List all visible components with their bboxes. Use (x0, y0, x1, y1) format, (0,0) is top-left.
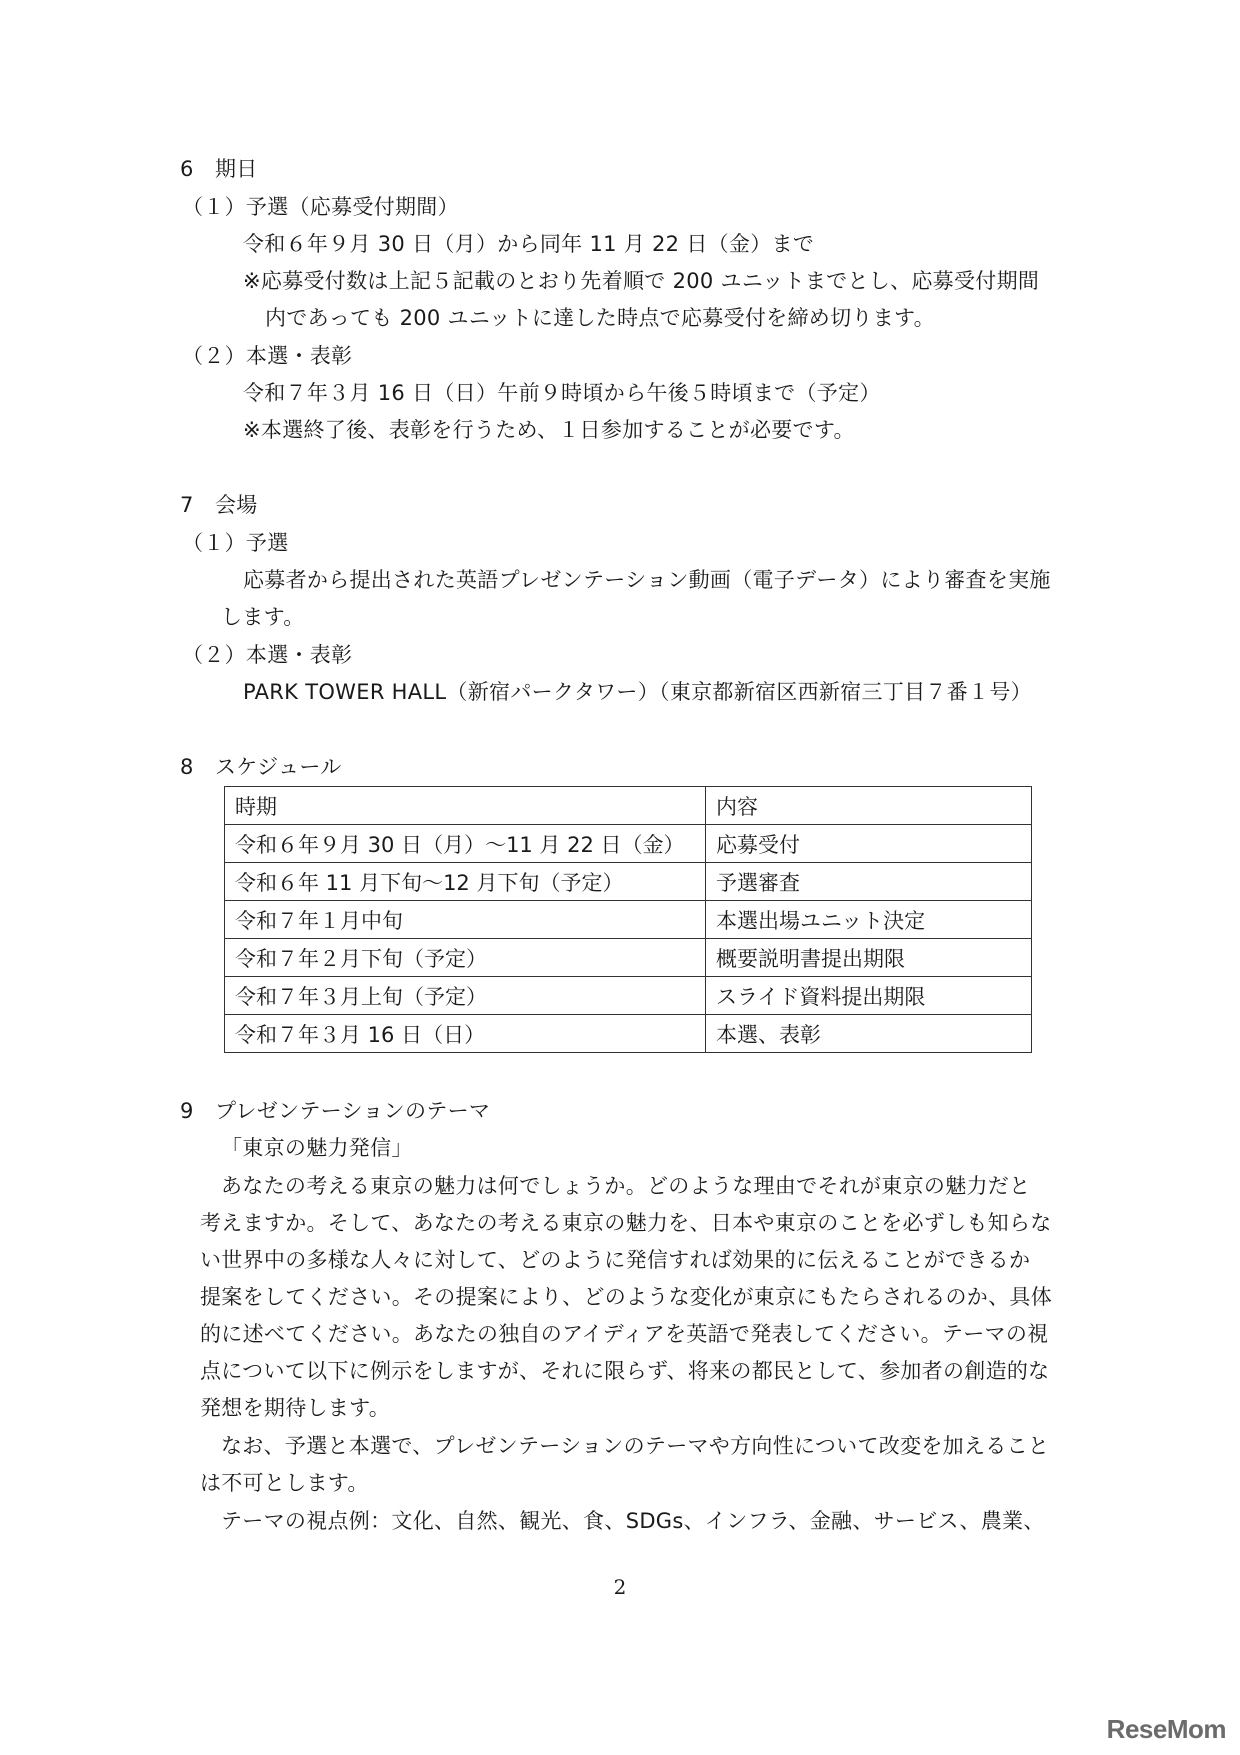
table-cell-content: 概要説明書提出期限 (706, 939, 1032, 977)
table-cell-content: スライド資料提出期限 (706, 977, 1032, 1015)
section-9-p1-line3: い世界中の多様な人々に対して、どのように発信すれば効果的に伝えることができるか (200, 1248, 1031, 1272)
table-cell-period: 令和７年３月 16 日（日） (225, 1015, 706, 1053)
section-9-p1-line5: 的に述べてください。あなたの独自のアイディアを英語で発表してください。テーマの視 (200, 1322, 1049, 1346)
table-header-row (225, 787, 1032, 825)
section-7-heading: 7 会場 (180, 493, 258, 517)
table-cell-period: 令和６年９月 30 日（月）～11 月 22 日（金） (225, 825, 706, 863)
section-9-p1-line2: 考えますか。そして、あなたの考える東京の魅力を、日本や東京のことを必ずしも知らな (200, 1211, 1052, 1235)
table-cell-content: 応募受付 (706, 825, 1032, 863)
table-row (225, 977, 1032, 1015)
section-6-sub2-note: ※本選終了後、表彰を行うため、１日参加することが必要です。 (243, 418, 855, 442)
table-cell-content: 予選審査 (706, 863, 1032, 901)
section-6-sub1-note-line1: ※応募受付数は上記５記載のとおり先着順で 200 ユニットまでとし、応募受付期間 (243, 269, 1040, 293)
table-cell-content: 本選出場ユニット決定 (706, 901, 1032, 939)
table-cell-period: 令和７年１月中旬 (225, 901, 706, 939)
section-6-heading: 6 期日 (180, 157, 258, 181)
table-header-cell: 内容 (706, 787, 1032, 825)
table-header-cell: 時期 (225, 787, 706, 825)
page-number: 2 (613, 1575, 627, 1599)
table-cell-period: 令和６年 11 月下旬～12 月下旬（予定） (225, 863, 706, 901)
section-9-p1-line1: あなたの考える東京の魅力は何でしょうか。どのような理由でそれが東京の魅力だと (221, 1174, 1031, 1198)
table-cell-period: 令和７年２月下旬（予定） (225, 939, 706, 977)
table-row (225, 939, 1032, 977)
section-9-p1-line7: 発想を期待します。 (200, 1396, 391, 1420)
table-row (225, 825, 1032, 863)
section-7-sub2-label: （２）本選・表彰 (182, 643, 353, 667)
section-9-theme: 「東京の魅力発信」 (221, 1136, 413, 1160)
section-7-sub1-text-line2: します。 (221, 605, 305, 629)
table-cell-period: 令和７年３月上旬（予定） (225, 977, 706, 1015)
section-9-p2-line1: なお、予選と本選で、プレゼンテーションのテーマや方向性について改変を加えること (221, 1434, 1050, 1458)
section-6-sub2-date: 令和７年３月 16 日（日）午前９時頃から午後５時頃まで（予定） (243, 381, 881, 405)
section-7-sub1-label: （１）予選 (182, 531, 289, 555)
section-9-p3: テーマの視点例：文化、自然、観光、食、SDGs、インフラ、金融、サービス、農業、 (221, 1509, 1045, 1533)
table-row (225, 901, 1032, 939)
section-6-sub1-date: 令和６年９月 30 日（月）から同年 11 月 22 日（金）まで (243, 232, 815, 256)
table-row (225, 1015, 1032, 1053)
section-9-heading: 9 プレゼンテーションのテーマ (180, 1099, 491, 1123)
section-6-sub2-label: （２）本選・表彰 (182, 344, 353, 368)
section-9-p1-line4: 提案をしてください。その提案により、どのような変化が東京にもたらされるのか、具体 (200, 1285, 1052, 1309)
section-7-sub1-text-line1: 応募者から提出された英語プレゼンテーション動画（電子データ）により審査を実施 (243, 568, 1051, 592)
section-8-heading: 8 スケジュール (180, 755, 342, 779)
section-6-sub1-note-line2: 内であっても 200 ユニットに達した時点で応募受付を締め切ります。 (265, 306, 935, 330)
section-9-p1-line6: 点について以下に例示をしますが、それに限らず、将来の都民として、参加者の創造的な (200, 1359, 1050, 1383)
schedule-table (224, 786, 1032, 1053)
resemom-logo: ReseMom (1106, 1714, 1226, 1744)
section-6-sub1-label: （１）予選（応募受付期間） (182, 195, 459, 219)
section-7-sub2-venue: PARK TOWER HALL（新宿パークタワー）（東京都新宿区西新宿三丁目７番１号） (243, 680, 1032, 704)
table-row (225, 863, 1032, 901)
section-9-p2-line2: は不可とします。 (200, 1471, 369, 1495)
table-cell-content: 本選、表彰 (706, 1015, 1032, 1053)
